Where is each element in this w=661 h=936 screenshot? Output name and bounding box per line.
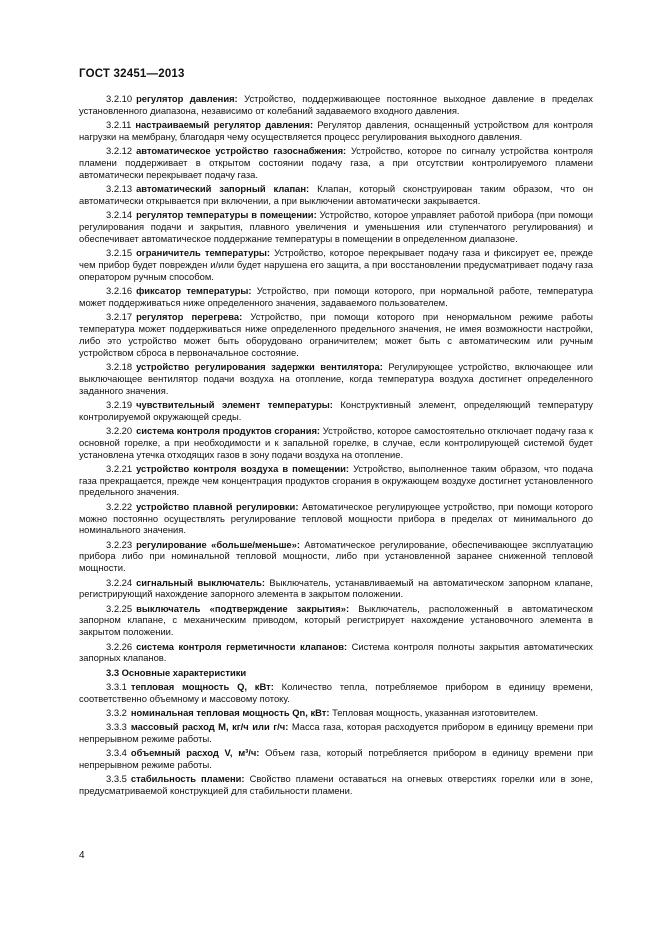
definition-text: Устройство, при помощи которого при ненормальном режиме работы температура может поддерживаться ниже определенного предельного значения, не имея возможности настройки, либо это устройство может быть оборудовано ограничителем; может быть с автоматическим или ручным устройством сброса в первоначальное состояние. [79, 311, 593, 358]
definition-3-2-19 [79, 399, 593, 423]
document-body [79, 93, 593, 799]
definition-text: Регулятор давления, оснащенный устройством для контроля нагрузки на мембрану, благодаря чему осуществляется процесс регулирования выходного давления. [79, 119, 593, 142]
clause-number: 3.3.2 [106, 706, 127, 718]
definition-text: Устройство, которое по сигналу устройства контроля пламени поддерживает в открытом состоянии подачу газа, а при отсутствии контролируемого пламени автоматически перекрывает подачу газа. [79, 145, 594, 180]
clause-number: 3.2.10 [106, 93, 133, 104]
clause-number: 3.2.25 [106, 602, 133, 614]
definition-text: Автоматическое регулирующее устройство, при помощи которого можно постоянно осуществлять регулирование тепловой мощности прибора в пределах от минимального до номинального значения. [79, 500, 593, 536]
definition-3-3-3 [79, 721, 593, 745]
term: устройство плавной регулировки: [136, 500, 299, 512]
term: объемный расход V, м³/ч: [130, 747, 260, 759]
definition-3-2-23 [79, 539, 593, 575]
clause-number: 3.3.1 [106, 680, 127, 692]
clause-number: 3.2.11 [106, 119, 132, 131]
term: фиксатор температуры: [136, 285, 252, 296]
term: чувствительный элемент температуры: [136, 398, 333, 410]
definition-3-2-26 [79, 641, 593, 665]
definition-3-3-1 [79, 681, 593, 705]
definition-3-2-16 [79, 285, 593, 309]
clause-number: 3.3.5 [106, 773, 127, 785]
definition-3-2-11 [79, 119, 593, 143]
clause-number: 3.2.14 [106, 209, 133, 221]
definition-text: Масса газа, которая расходуется прибором в единицу времени при непрерывном режиме работы. [79, 721, 593, 744]
term: номинальная тепловая мощность Qn, кВт: [130, 706, 330, 718]
term: система контроля продуктов сгорания: [136, 424, 321, 436]
definition-text: Устройство, которое самостоятельно отключает подачу газа к основной горелке, а при необходимости и к запальной горелке, в случае, если контролирующей системой будет установлена утечка отходящих газов в зону подачи воздуха на отопление. [79, 424, 593, 460]
definition-3-3-2 [79, 707, 593, 719]
definition-text: Автоматическое регулирование, обеспечивающее эксплуатацию прибора либо при номинальной тепловой мощности, либо при установленной заранее сниженной тепловой мощности. [79, 538, 593, 574]
clause-number: 3.3.3 [106, 721, 127, 733]
definition-3-3-4 [79, 747, 593, 771]
definition-3-2-17 [79, 311, 593, 358]
definition-text: Свойство пламени оставаться на огневых отверстиях горелки или в зоне, предусматриваемой конструкцией для стабильности пламени. [79, 773, 594, 797]
term: автоматический запорный клапан: [136, 183, 310, 195]
definition-3-2-12 [79, 145, 593, 181]
definition-text: Выключатель, расположенный в автоматическом запорном клапане, с механическим приводом, который регистрирует нахождение установочного элемента в закрытом положении. [79, 602, 593, 638]
clause-number: 3.2.21 [106, 462, 133, 474]
definition-text: Выключатель, устанавливаемый на автоматическом запорном клапане, регистрирующий нахождение запорного элемента в закрытом положении. [79, 576, 593, 600]
term: настраиваемый регулятор давления: [135, 119, 314, 131]
definition-text: Клапан, который сконструирован таким образом, что он автоматически открывается при включении, а при выключении автоматически закрывается. [79, 183, 593, 206]
definition-3-2-25 [79, 603, 593, 639]
term: устройство контроля воздуха в помещении: [136, 462, 350, 474]
definition-text: Устройство, выполненное таким образом, что подача газа прекращается, прежде чем концентрация продуктов сгорания в окружающем воздухе достигнет установленного предельного значения. [79, 462, 593, 498]
term: тепловая мощность Q, кВт: [130, 680, 274, 692]
clause-number: 3.2.16 [106, 285, 133, 296]
definition-3-2-13 [79, 183, 593, 207]
term: массовый расход M, кг/ч или г/ч: [130, 721, 289, 733]
definition-3-2-18 [79, 361, 593, 397]
clause-number: 3.2.15 [106, 247, 133, 259]
definition-text: Объем газа, который потребляется прибором в единицу времени при непрерывном режиме работы. [79, 747, 593, 771]
definition-3-2-24 [79, 577, 593, 601]
definition-3-2-21 [79, 463, 593, 499]
term: автоматическое устройство газоснабжения: [136, 145, 347, 157]
definition-3-2-10 [79, 93, 593, 117]
definition-text: Устройство, которое перекрывает подачу газа и фиксирует ее, прежде чем прибор будет поврежден и/или будет нарушена его защита, а при восстановлении предусматривает подачу газа оператором ручным способом. [79, 247, 593, 282]
clause-number: 3.3.4 [106, 747, 127, 759]
definition-text: Количество тепла, потребляемое прибором в единицу времени, соответственно объемному и массовому потоку. [79, 680, 593, 704]
definition-text: Конструктивный элемент, определяющий температуру контролируемой окружающей среды. [79, 398, 593, 422]
page-number: 4 [79, 850, 85, 861]
definition-3-2-22 [79, 501, 593, 537]
definition-3-3-5 [79, 773, 593, 797]
clause-number: 3.2.24 [106, 576, 133, 588]
clause-number: 3.2.22 [106, 500, 133, 512]
definition-text: Система контроля полноты закрытия автоматических запорных клапанов. [79, 640, 593, 664]
term: стабильность пламени: [130, 773, 245, 785]
section-heading: 3.3 Основные характеристики [106, 666, 247, 678]
definition-text: Устройство, при помощи которого, при нормальной работе, температура может поддерживаться ниже определенного значения, задаваемого пользователем. [79, 285, 593, 308]
clause-number: 3.2.19 [106, 398, 133, 410]
term: регулятор температуры в помещении: [136, 209, 317, 221]
definition-text: Устройство, поддерживающее постоянное выходное давление в пределах установленного диапазона, независимо от колебаний задаваемого входного давления. [79, 93, 593, 116]
definition-3-2-15 [79, 247, 593, 283]
clause-number: 3.2.17 [106, 311, 133, 323]
term: регулирование «больше/меньше»: [136, 538, 300, 550]
term: система контроля герметичности клапанов: [136, 640, 348, 652]
clause-number: 3.2.12 [106, 145, 133, 157]
term: устройство регулирования задержки вентилятора: [136, 360, 383, 372]
term: регулятор перегрева: [136, 311, 243, 323]
term: ограничитель температуры: [136, 247, 271, 259]
clause-number: 3.2.18 [106, 360, 133, 372]
document-header: ГОСТ 32451—2013 [79, 68, 185, 80]
definition-text: Тепловая мощность, указанная изготовителем. [329, 706, 539, 718]
definition-3-2-14 [79, 209, 593, 245]
definition-text: Регулирующее устройство, включающее или выключающее вентилятор подачи воздуха на отопление, когда температура воздуха достигнет определенного заданного значения. [79, 360, 593, 396]
clause-number: 3.2.23 [106, 538, 133, 550]
term: регулятор давления: [136, 93, 238, 104]
clause-number: 3.2.20 [106, 424, 133, 436]
clause-number: 3.2.26 [106, 640, 133, 652]
term: выключатель «подтверждение закрытия»: [136, 602, 350, 614]
clause-number: 3.2.13 [106, 183, 133, 195]
definition-text: Устройство, которое управляет работой прибора (при помощи регулирования подачи и закрытия, плавного увеличения и уменьшения или ступенчатого регулирования) и обеспечивает автоматическое поддержание температуры в помещении в определенном диапазоне. [79, 209, 593, 244]
definition-3-2-20 [79, 425, 593, 461]
term: сигнальный выключатель: [136, 576, 265, 588]
